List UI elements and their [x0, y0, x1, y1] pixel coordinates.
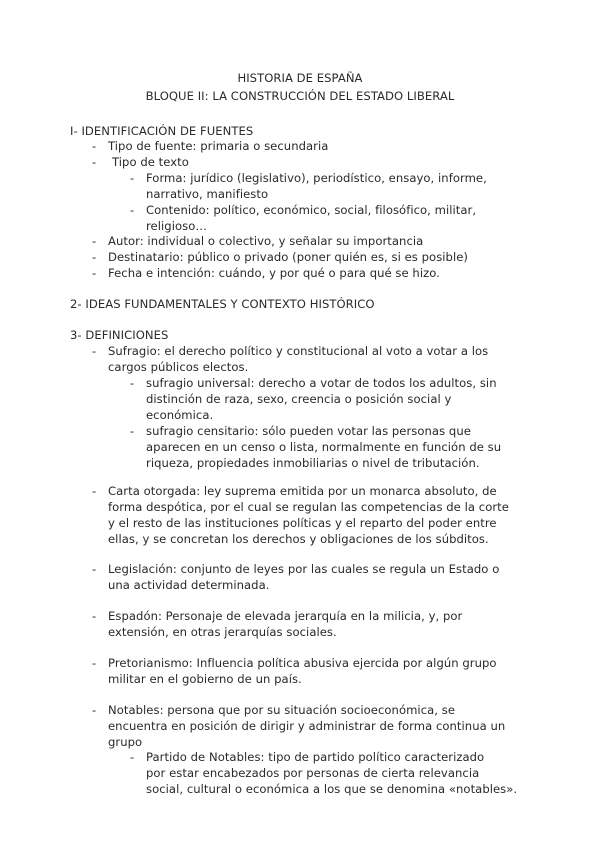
section-1-heading: I- IDENTIFICACIÓN DE FUENTES — [70, 124, 254, 138]
definition-carta-line: Carta otorgada: ley suprema emitida por un monarca absoluto, de — [108, 484, 497, 498]
source-type-item: Tipo de fuente: primaria o secundaria — [108, 139, 329, 153]
bullet-dash: - — [92, 344, 97, 358]
definition-censitario-line: sufragio censitario: sólo pueden votar las personas que — [146, 424, 471, 438]
bullet-dash: - — [130, 750, 135, 764]
document-subtitle: BLOQUE II: LA CONSTRUCCIÓN DEL ESTADO LIBERAL — [145, 89, 455, 103]
definition-pretorianismo-line: Pretorianismo: Influencia política abusiva ejercida por algún grupo — [108, 656, 497, 670]
definition-universal-line: distinción de raza, sexo, creencia o posición social y — [146, 392, 452, 406]
definition-espadon-line: Espadón: Personaje de elevada jerarquía en la milicia, y, por — [108, 609, 463, 623]
definition-sufragio-line: Sufragio: el derecho político y constitucional al voto a votar a los — [108, 344, 489, 358]
definition-universal-line: económica. — [146, 408, 214, 422]
form-subitem-line: narrativo, manifiesto — [146, 187, 269, 201]
bullet-dash: - — [92, 139, 97, 153]
definition-censitario-line: riqueza, propiedades inmobiliarias o nivel de tributación. — [146, 456, 480, 470]
definition-legislacion-line: Legislación: conjunto de leyes por las cuales se regula un Estado o — [108, 562, 500, 576]
definition-pretorianismo-line: militar en el gobierno de un país. — [108, 672, 302, 686]
bullet-dash: - — [130, 376, 135, 390]
definition-legislacion-line: una actividad determinada. — [108, 578, 270, 592]
bullet-dash: - — [130, 171, 135, 185]
bullet-dash: - — [130, 424, 135, 438]
bullet-dash: - — [92, 656, 97, 670]
definition-partido-notables-line: por estar encabezados por personas de cierta relevancia — [146, 766, 480, 780]
definition-notables-line: encuentra en posición de dirigir y administrar de forma continua un — [108, 719, 506, 733]
recipient-item: Destinatario: público o privado (poner quién es, si es posible) — [108, 250, 468, 264]
bullet-dash: - — [92, 250, 97, 264]
content-subitem-line: Contenido: político, económico, social, filosófico, militar, — [146, 203, 477, 217]
content-subitem-line: religioso… — [146, 219, 207, 233]
bullet-dash: - — [92, 703, 97, 717]
definition-partido-notables-line: social, cultural o económica a los que se denomina «notables». — [146, 782, 518, 796]
bullet-dash: - — [92, 484, 97, 498]
author-item: Autor: individual o colectivo, y señalar su importancia — [108, 234, 424, 248]
definition-partido-notables-line: Partido de Notables: tipo de partido político caracterizado — [146, 750, 485, 764]
definition-carta-line: forma despótica, por el cual se regulan las competencias de la corte — [108, 500, 509, 514]
section-3-heading: 3- DEFINICIONES — [70, 328, 169, 342]
definition-censitario-line: aparecen en un censo o lista, normalmente en función de su — [146, 440, 502, 454]
text-type-item: Tipo de texto — [112, 155, 189, 169]
bullet-dash: - — [92, 609, 97, 623]
bullet-dash: - — [92, 155, 97, 169]
definition-carta-line: ellas, y se concretan los derechos y obligaciones de los súbditos. — [108, 532, 489, 546]
date-intention-item: Fecha e intención: cuándo, y por qué o para qué se hizo. — [108, 266, 440, 280]
bullet-dash: - — [92, 266, 97, 280]
definition-espadon-line: extensión, en otras jerarquías sociales. — [108, 625, 337, 639]
definition-notables-line: grupo — [108, 735, 143, 749]
definition-carta-line: y el resto de las instituciones políticas y el reparto del poder entre — [108, 516, 497, 530]
section-2-heading: 2- IDEAS FUNDAMENTALES Y CONTEXTO HISTÓRICO — [70, 297, 375, 311]
bullet-dash: - — [130, 203, 135, 217]
definition-universal-line: sufragio universal: derecho a votar de todos los adultos, sin — [146, 376, 497, 390]
form-subitem-line: Forma: jurídico (legislativo), periodístico, ensayo, informe, — [146, 171, 487, 185]
definition-sufragio-line: cargos públicos electos. — [108, 360, 249, 374]
definition-notables-line: Notables: persona que por su situación socioeconómica, se — [108, 703, 456, 717]
document-title: HISTORIA DE ESPAÑA — [237, 71, 363, 85]
bullet-dash: - — [92, 562, 97, 576]
bullet-dash: - — [92, 234, 97, 248]
